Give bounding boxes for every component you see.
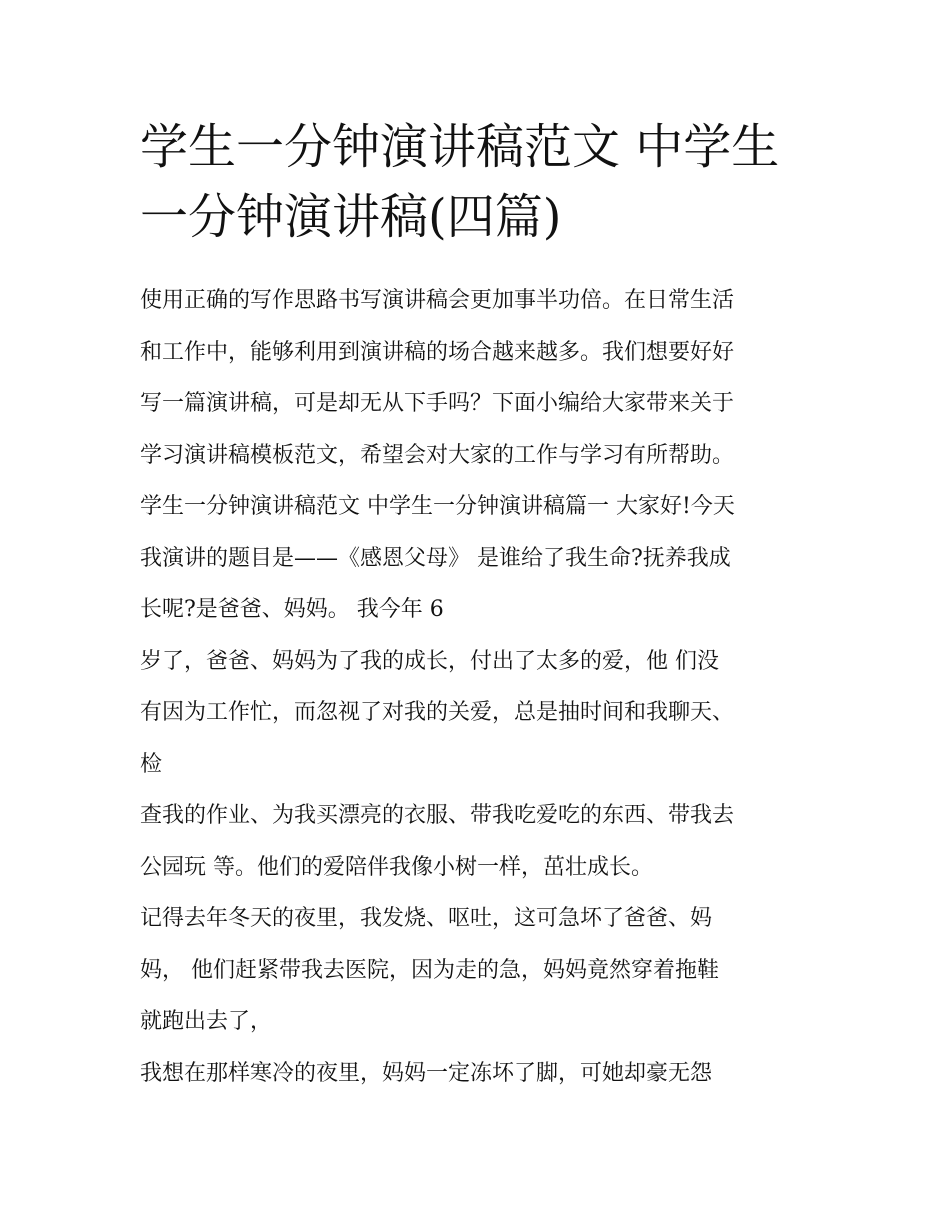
body-line: 使用正确的写作思路书写演讲稿会更加事半功倍。在日常生活: [140, 288, 735, 313]
title-line: 学生一分钟演讲稿范文 中学生: [140, 119, 780, 175]
body-line: 我想在那样寒冷的夜里，妈妈一定冻坏了脚，可她却豪无怨: [140, 1060, 713, 1086]
body-line: 记得去年冬天的夜里，我发烧、呕吐，这可急坏了爸爸、妈: [140, 906, 713, 931]
body-line: 有因为工作忙，而忽视了对我的关爱，总是抽时间和我聊天、: [140, 700, 735, 725]
body-line: 岁了，爸爸、妈妈为了我的成长，付出了太多的爱，他 们没: [140, 648, 719, 674]
page-title: [140, 112, 830, 252]
body-line: 和工作中，能够利用到演讲稿的场合越来越多。我们想要好好: [140, 339, 735, 365]
body-line: 我演讲的题目是——《感恩父母》 是谁给了我生命?抚养我成: [140, 545, 731, 571]
title-line: 一分钟演讲稿(四篇): [140, 189, 562, 245]
body-line: 学习演讲稿模板范文，希望会对大家的工作与学习有所帮助。: [140, 442, 735, 468]
body-line: 查我的作业、为我买漂亮的衣服、带我吃爱吃的东西、带我去: [140, 803, 735, 828]
body-line: 公园玩 等。他们的爱陪伴我像小树一样，茁壮成长。: [140, 854, 653, 880]
body-line: 检: [140, 751, 163, 777]
body-line: 长呢?是爸爸、妈妈。 我今年 6: [140, 597, 444, 622]
body-line: 学生一分钟演讲稿范文 中学生一分钟演讲稿篇一 大家好!今天: [140, 494, 735, 519]
body-line: 妈， 他们赶紧带我去医院，因为走的急，妈妈竟然穿着拖鞋: [140, 957, 719, 983]
document-body: [140, 275, 830, 1099]
body-line: 就跑出去了，: [140, 1009, 273, 1034]
body-line: 写一篇演讲稿，可是却无从下手吗？下面小编给大家带来关于: [140, 391, 735, 416]
